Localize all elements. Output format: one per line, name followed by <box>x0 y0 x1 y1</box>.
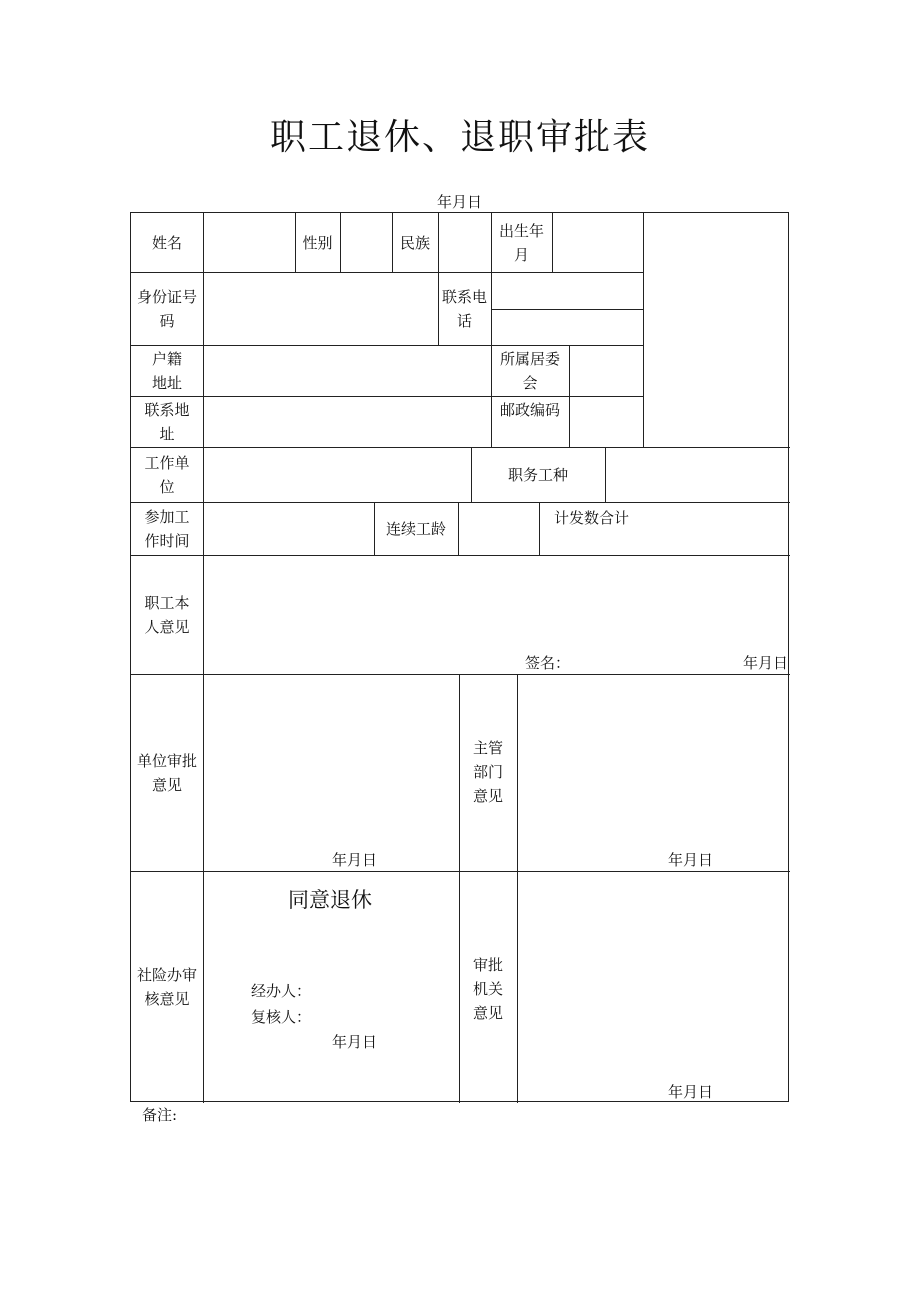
reviewer-label: 复核人： <box>251 1008 312 1026</box>
household-address-field[interactable] <box>204 346 490 395</box>
contact-address-label <box>131 396 203 447</box>
service-years-field[interactable] <box>459 503 538 554</box>
position-label: 职务工种 <box>507 465 568 484</box>
service-years-label: 连续工龄 <box>385 519 446 538</box>
contact-address-field[interactable] <box>204 397 490 446</box>
household-address-label <box>131 345 203 396</box>
ethnicity-label: 民族 <box>399 233 430 252</box>
start-work-label <box>131 502 203 555</box>
employee-opinion-label-line2: 人意见 <box>144 617 190 636</box>
committee-label <box>491 345 569 396</box>
employee-signature-label: 签名： <box>525 654 571 672</box>
employee-opinion-field[interactable] <box>204 556 788 651</box>
gender-field[interactable] <box>341 214 391 271</box>
form-title: 职工退休、退职审批表 <box>269 117 650 158</box>
birth-date-field[interactable] <box>553 214 642 271</box>
unit-approval-label <box>131 674 203 871</box>
authority-opinion-label-line2: 机关 <box>472 980 503 998</box>
work-unit-field[interactable] <box>204 448 470 501</box>
agree-retire-text: 同意退休 <box>288 888 372 912</box>
household-address-label-line2: 地址 <box>151 373 182 392</box>
committee-label-line2: 会 <box>522 373 538 392</box>
committee-field[interactable] <box>570 346 642 395</box>
header-date: 年月日 <box>437 193 483 211</box>
start-work-field[interactable] <box>204 503 373 554</box>
name-label: 姓名 <box>151 233 182 252</box>
authority-opinion-field[interactable] <box>518 872 788 1077</box>
birth-date-label-line2: 月 <box>513 246 529 264</box>
dept-opinion-field[interactable] <box>518 675 788 845</box>
handler-label: 经办人： <box>251 982 312 1000</box>
postal-code-label: 邮政编码 <box>499 401 560 419</box>
dept-opinion-label <box>459 734 517 810</box>
position-field[interactable] <box>606 448 788 501</box>
phone-field-1[interactable] <box>492 273 642 308</box>
contact-address-label-line1: 联系地 <box>144 400 190 419</box>
social-insurance-label-line2: 核意见 <box>144 990 190 1008</box>
notes-label: 备注: <box>142 1106 178 1124</box>
committee-label-line1: 所属居委 <box>499 349 560 368</box>
employee-opinion-label-line1: 职工本 <box>144 593 190 612</box>
birth-date-label-line1: 出生年 <box>498 222 544 240</box>
employee-opinion-date: 年月日 <box>743 654 789 672</box>
employee-opinion-label <box>131 555 203 674</box>
phone-label-line1: 联系电 <box>441 287 487 306</box>
unit-approval-date: 年月日 <box>332 851 378 869</box>
phone-field-2[interactable] <box>492 310 642 344</box>
contact-address-label-line2: 址 <box>159 424 175 443</box>
authority-opinion-label <box>459 951 517 1027</box>
authority-opinion-label-line3: 意见 <box>472 1004 503 1022</box>
work-unit-label-line1: 工作单 <box>144 453 190 472</box>
authority-opinion-date: 年月日 <box>668 1083 714 1101</box>
work-unit-label-line2: 位 <box>159 477 175 496</box>
total-pay-field[interactable] <box>540 531 788 554</box>
approval-form-table <box>130 212 789 1102</box>
total-pay-label: 计发数合计 <box>554 509 630 527</box>
unit-approval-field[interactable] <box>204 675 458 845</box>
id-number-field[interactable] <box>204 273 437 344</box>
unit-approval-label-line2: 意见 <box>151 775 182 794</box>
id-number-label-line1: 身份证号 <box>136 287 197 306</box>
work-unit-label <box>131 447 203 502</box>
phone-label-line2: 话 <box>456 311 472 330</box>
id-number-label-line2: 码 <box>159 311 175 330</box>
ethnicity-field[interactable] <box>439 214 490 271</box>
gender-label: 性别 <box>302 233 333 252</box>
dept-opinion-label-line1: 主管 <box>472 739 503 757</box>
start-work-label-line2: 作时间 <box>144 531 190 550</box>
id-number-label <box>131 272 203 345</box>
social-insurance-label-line1: 社险办审 <box>136 966 197 984</box>
photo-area[interactable] <box>644 214 788 446</box>
birth-date-label <box>491 219 552 267</box>
dept-opinion-date: 年月日 <box>668 851 714 869</box>
household-address-label-line1: 户籍 <box>151 349 182 368</box>
postal-code-field[interactable] <box>570 397 642 446</box>
dept-opinion-label-line3: 意见 <box>472 787 503 805</box>
phone-label <box>438 272 491 345</box>
start-work-label-line1: 参加工 <box>144 507 190 526</box>
unit-approval-label-line1: 单位审批 <box>136 751 197 770</box>
dept-opinion-label-line2: 部门 <box>472 763 503 781</box>
authority-opinion-label-line1: 审批 <box>472 956 503 974</box>
social-insurance-label <box>131 871 203 1103</box>
social-insurance-date: 年月日 <box>332 1033 378 1051</box>
name-field[interactable] <box>204 214 294 271</box>
